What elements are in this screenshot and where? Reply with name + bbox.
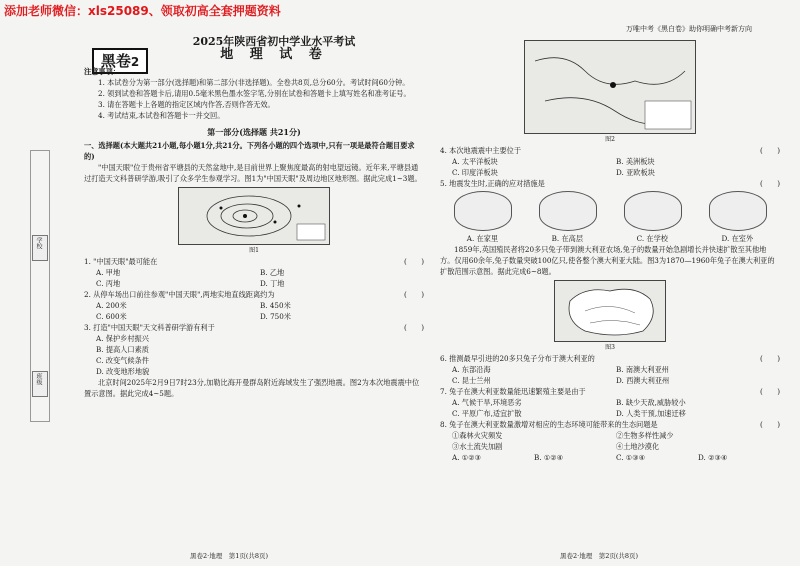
note-item: 4. 考试结束,本试卷和答题卡一并交回。	[98, 111, 225, 120]
option-7a: A. 气候干旱,环境恶劣	[452, 398, 522, 407]
option-7b: B. 缺少天敌,威胁较小	[616, 398, 686, 407]
option-2d: D. 750米	[260, 312, 291, 321]
option-7c: C. 平原广布,适宜扩散	[452, 409, 522, 418]
watermark: 添加老师微信：xls25089、领取初高全套押题资料	[4, 4, 281, 18]
option-3c: C. 改变气候条件	[96, 356, 149, 365]
right-column	[440, 30, 780, 463]
option-1c: C. 丙地	[96, 279, 121, 288]
option-1b: B. 乙地	[260, 268, 285, 277]
option-8b: B. ①②④	[534, 453, 564, 462]
figure-1-caption: 图1	[249, 247, 259, 254]
question-3: 3. 打造"中国天眼"天文科普研学游有利于 ( )	[84, 323, 424, 332]
option-6c: C. 昆士兰州	[452, 376, 491, 385]
home-scene-icon	[454, 191, 512, 231]
option-8a: A. ①②③	[452, 453, 482, 462]
question-4: 4. 本次地震震中主要位于 ( )	[440, 146, 780, 155]
option-2a: A. 200米	[96, 301, 127, 310]
question-8: 8. 兔子在澳大利亚数量激增对相应的生态环境可能带来的生态问题是 ( )	[440, 420, 780, 429]
option-1d: D. 丁地	[260, 279, 285, 288]
passage-2: 北京时间2025年2月9日7时23分,加勒比海开曼群岛附近海域发生了强烈地震。图2为本次地震震中位置示意图。据此完成4~5题。	[84, 378, 420, 398]
note-item: 2. 领到试卷和答题卡后,请用0.5毫米黑色墨水签字笔,分别在试卷和答题卡上填写姓名和准考证号。	[98, 89, 411, 98]
option-4c: C. 印度洋板块	[452, 168, 498, 177]
header-tagline: 万唯中考《黑白卷》助你明确中考新方向	[626, 25, 752, 33]
option-4b: B. 美洲板块	[616, 157, 655, 166]
footer-page-2: 黑卷2·地理 第2页(共8页)	[560, 552, 639, 560]
option-4d: D. 亚欧板块	[616, 168, 655, 177]
building-scene-icon	[539, 191, 597, 231]
passage-1: "中国天眼"位于贵州省平塘县的天然盆地中,是目前世界上聚焦度最高的射电望远镜。近年来,平塘县通过打造天文科普研学游,吸引了众多学生参观学习。图1为"中国天眼"及周边地区地形图。据此完成1~3题。	[84, 163, 422, 183]
option-5a: A. 在家里	[466, 234, 499, 243]
option-3d: D. 改变地形地貌	[96, 367, 150, 376]
statement-4: ④土地沙漠化	[616, 442, 660, 451]
option-4a: A. 太平洋板块	[452, 157, 498, 166]
option-8c: C. ①③④	[616, 453, 646, 462]
figure-2-caption: 图2	[605, 136, 615, 143]
statement-1: ①森林火灾频发	[452, 431, 503, 440]
notes-title: 注意事项：	[84, 67, 120, 76]
figure-1-topo-map	[178, 187, 330, 245]
option-6a: A. 东部沿海	[452, 365, 491, 374]
question-7: 7. 兔子在澳大利亚数量能迅速繁殖主要是由于 ( )	[440, 387, 780, 396]
figure-3-caption: 图3	[605, 344, 615, 351]
question-5: 5. 地震发生时,正确的应对措施是 ( )	[440, 179, 780, 188]
passage-3: 1859年,英国殖民者将20多只兔子带到澳大利亚农场,兔子的数量开始急剧增长并快速扩散至其他地方。仅用60余年,兔子数量突破100亿只,使各整个澳大利亚大陆。图3为1870—1960年兔子在澳大利亚的扩散范围示意图。据此完成6~8题。	[440, 245, 775, 276]
option-3a: A. 保护乡村振兴	[96, 334, 149, 343]
option-2b: B. 450米	[260, 301, 291, 310]
binding-spine	[30, 150, 50, 422]
option-2c: C. 600米	[96, 312, 127, 321]
question-2: 2. 从停车场出口前往参观"中国天眼",两地实地直线距离约为 ( )	[84, 290, 424, 299]
part1-instructions: 一、选择题(本大题共21小题,每小题1分,共21分。下列各小题的四个选项中,只有一项是最符合题目要求的)	[84, 141, 415, 161]
australia-map-icon	[555, 281, 665, 341]
option-1a: A. 甲地	[96, 268, 121, 277]
exam-subject: 地 理 试 卷	[220, 47, 328, 62]
caribbean-map-icon	[525, 41, 695, 133]
option-5c: C. 在学校	[636, 234, 668, 243]
part1-heading: 第一部分(选择题 共21分)	[207, 127, 301, 137]
figure-3-australia-map	[554, 280, 666, 342]
contour-map-icon	[179, 188, 329, 244]
figure-2-quake-map	[524, 40, 696, 134]
outdoor-scene-icon	[709, 191, 767, 231]
option-5b: B. 在高层	[551, 234, 584, 243]
footer-page-1: 黑卷2·地理 第1页(共8页)	[190, 552, 269, 560]
spine-label-school: 学校	[35, 237, 42, 249]
exam-title: 2025年陕西省初中学业水平考试	[192, 35, 356, 48]
school-scene-icon	[624, 191, 682, 231]
spine-label-class: 班级	[35, 373, 42, 385]
question-1: 1. "中国天眼"最可能在 ( )	[84, 257, 424, 266]
q5-illustrations	[440, 191, 780, 231]
option-5d: D. 在室外	[721, 234, 754, 243]
brand-logo: 黑卷2	[92, 48, 148, 74]
option-8d: D. ②③④	[698, 453, 728, 462]
statement-2: ②生物多样性减少	[616, 431, 674, 440]
statement-3: ③水土流失加剧	[452, 442, 503, 451]
option-3b: B. 提高人口素质	[96, 345, 149, 354]
left-column	[84, 30, 424, 399]
option-6d: D. 西澳大利亚州	[616, 376, 670, 385]
question-6: 6. 推测最早引进的20多只兔子分布于澳大利亚的 ( )	[440, 354, 780, 363]
note-item: 3. 请在答题卡上各题的指定区域内作答,否则作答无效。	[98, 100, 275, 109]
note-item: 1. 本试卷分为第一部分(选择题)和第二部分(非选择题)。全卷共8页,总分60分。考试时间60分钟。	[98, 78, 410, 87]
option-7d: D. 人类干预,加速迁移	[616, 409, 686, 418]
option-6b: B. 南澳大利亚州	[616, 365, 669, 374]
